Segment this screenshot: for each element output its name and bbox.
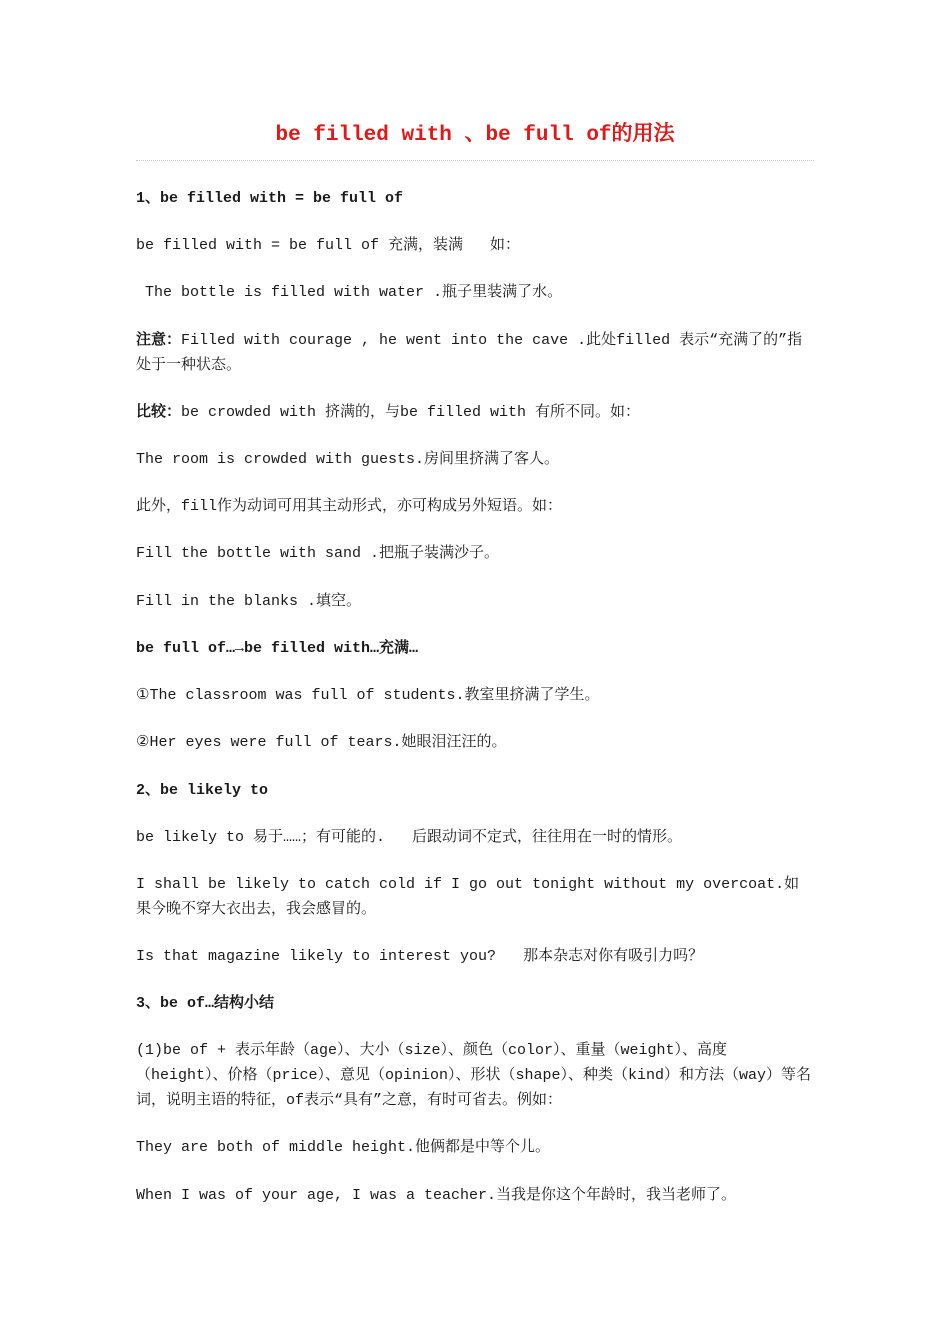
- paragraph: Fill the bottle with sand .把瓶子装满沙子。: [136, 545, 500, 562]
- page-title: be filled with 、be full of的用法: [275, 124, 675, 147]
- paragraph: The room is crowded with guests.房间里挤满了客人。: [136, 451, 560, 468]
- paragraph: (1)be of + 表示年龄（age）、大小（size）、颜色（color）、重量（weight）、高度（height）、价格（price）、意见（opinion）、形状（shape）、种类（kind）和方法（way）等名词，说明主语的特征，of表示“具有”之意，有时可省去。例如：: [136, 1042, 812, 1109]
- note-text: Filled with courage , he went into the cave .此处filled 表示“充满了的”指处于一种状态。: [136, 332, 803, 374]
- paragraph: be likely to 易于……；有可能的. 后跟动词不定式，往往用在一时的情形。: [136, 829, 683, 846]
- example-item: ②Her eyes were full of tears.她眼泪汪汪的。: [136, 734, 507, 751]
- compare-label: 比较：: [136, 404, 182, 421]
- section-heading-1: 1、be filled with = be full of: [136, 190, 404, 207]
- sub-heading: be full of…→be filled with…充满…: [136, 640, 419, 657]
- note-label: 注意：: [136, 332, 182, 349]
- paragraph: 此外，fill作为动词可用其主动形式，亦可构成另外短语。如：: [136, 498, 563, 515]
- paragraph: The bottle is filled with water .瓶子里装满了水。: [136, 284, 563, 301]
- paragraph: I shall be likely to catch cold if I go out tonight without my overcoat.如果今晚不穿大衣出去，我会感冒的。: [136, 876, 800, 918]
- compare-paragraph: [136, 400, 814, 425]
- paragraph: Fill in the blanks .填空。: [136, 593, 362, 610]
- note-paragraph: [136, 328, 814, 378]
- section-heading-2: 2、be likely to: [136, 782, 269, 799]
- paragraph: They are both of middle height.他俩都是中等个儿。: [136, 1139, 551, 1156]
- paragraph: When I was of your age, I was a teacher.当我是你这个年龄时，我当老师了。: [136, 1187, 737, 1204]
- paragraph: Is that magazine likely to interest you? 那本杂志对你有吸引力吗？: [136, 948, 704, 965]
- paragraph: be filled with = be full of 充满，装满 如：: [136, 237, 521, 254]
- title-divider: [136, 160, 814, 161]
- example-item: ①The classroom was full of students.教室里挤满了学生。: [136, 687, 600, 704]
- compare-text: be crowded with 挤满的，与be filled with 有所不同。如：: [181, 404, 641, 421]
- section-heading-3: 3、be of…结构小结: [136, 995, 275, 1012]
